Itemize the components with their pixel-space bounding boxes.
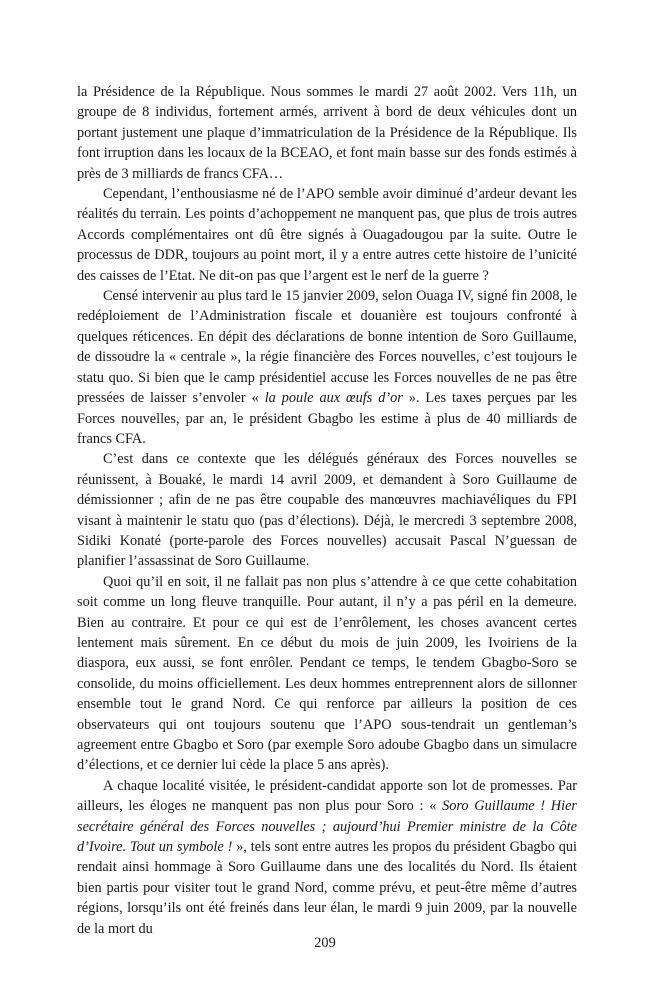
paragraph-6-text-a: A chaque localité visitée, le président-candidat apporte son lot de promesses. Par ailleurs, les éloges ne manquent pas non plus pour Soro : « (77, 777, 577, 815)
paragraph-3 (77, 286, 577, 449)
paragraph-4 (77, 449, 577, 571)
paragraph-2-text: Cependant, l’enthousiasme né de l’APO semble avoir diminué d’ardeur devant les réalités du terrain. Les points d’achoppement ne manquent pas, que plus de trois autres Accords complémentaires ont dû être signés à Ouagadougou par la suite. Outre le processus de DDR, toujours au point mort, il y a entre autres cette histoire de l’unicité des caisses de l’Etat. Ne dit-on pas que l’argent est le nerf de la guerre ? (77, 186, 577, 284)
paragraph-3-text-b: ». Les taxes perçues par les Forces nouvelles, par an, le président Gbagbo les estime à plus de 40 milliards de francs CFA. (77, 390, 577, 447)
paragraph-6-italic: Soro Guillaume ! Hier secrétaire général des Forces nouvelles ; aujourd’hui Premier ministre de la Côte d’Ivoire. Tout un symbole ! (77, 798, 577, 856)
page-number: 209 (314, 935, 336, 951)
paragraph-2 (77, 184, 577, 286)
paragraph-5 (77, 572, 577, 776)
paragraph-1-text: la Présidence de la République. Nous sommes le mardi 27 août 2002. Vers 11h, un groupe de 8 individus, fortement armés, arrivent à bord de deux véhicules dont un portant justement une plaque d’immatriculation de la Présidence de la République. Ils font irruption dans les locaux de la BCEAO, et font main basse sur des fonds estimés à près de 3 milliards de francs CFA… (77, 84, 577, 182)
paragraph-5-text: Quoi qu’il en soit, il ne fallait pas non plus s’attendre à ce que cette cohabitation soit comme un long fleuve tranquille. Pour autant, il n’y a pas péril en la demeure. Bien au contraire. Et pour ce qui est de l’enrôlement, les choses avancent certes lentement mais sûrement. En ce début du mois de juin 2009, les Ivoiriens de la diaspora, eux aussi, se font enrôler. Pendant ce temps, le tendem Gbagbo-Soro se consolide, du moins officiellement. Les deux hommes entreprennent alors de sillonner ensemble tout le grand Nord. Ce qui renforce par ailleurs la position de ces observateurs qui ont toujours soutenu que l’APO sous-tendrait un gentleman’s agreement entre Gbagbo et Soro (par exemple Soro adoube Gbagbo dans un simulacre d’élections, et ce dernier lui cède la place 5 ans après). (77, 573, 577, 774)
paragraph-1 (77, 82, 577, 184)
paragraph-3-italic: la poule aux œufs d’or (264, 390, 403, 407)
paragraph-4-text: C’est dans ce contexte que les délégués généraux des Forces nouvelles se réunissent, à Bouaké, le mardi 14 avril 2009, et demandent à Soro Guillaume de démissionner ; afin de ne pas être coupable des manœuvres machiavéliques du FPI visant à maintenir le statu quo (pas d’élections). Déjà, le mercredi 3 septembre 2008, Sidiki Konaté (porte-parole des Forces nouvelles) accusait Pascal N’guessan de planifier l’assassinat de Soro Guillaume. (77, 451, 577, 570)
paragraph-6 (77, 776, 577, 939)
paragraph-3-text-a: Censé intervenir au plus tard le 15 janvier 2009, selon Ouaga IV, signé fin 2008, le redéploiement de l’Administration fiscale et douanière est toujours confronté à quelques réticences. En dépit des déclarations de bonne intention de Soro Guillaume, de dissoudre la « centrale », la régie financière des Forces nouvelles, c’est toujours le statu quo. Si bien que le camp présidentiel accuse les Forces nouvelles de ne pas être pressées de laisser s’envoler « (77, 288, 577, 407)
paragraph-6-text-b: », tels sont entre autres les propos du président Gbagbo qui rendait ainsi hommage à Soro Guillaume dans une des localités du Nord. Ils étaient bien partis pour visiter tout le grand Nord, comme prévu, et peut-être même d’autres régions, lorsqu’ils ont été freinés dans leur élan, le mardi 9 juin 2009, par la nouvelle de la mort du (77, 839, 577, 937)
page-body (77, 82, 577, 939)
